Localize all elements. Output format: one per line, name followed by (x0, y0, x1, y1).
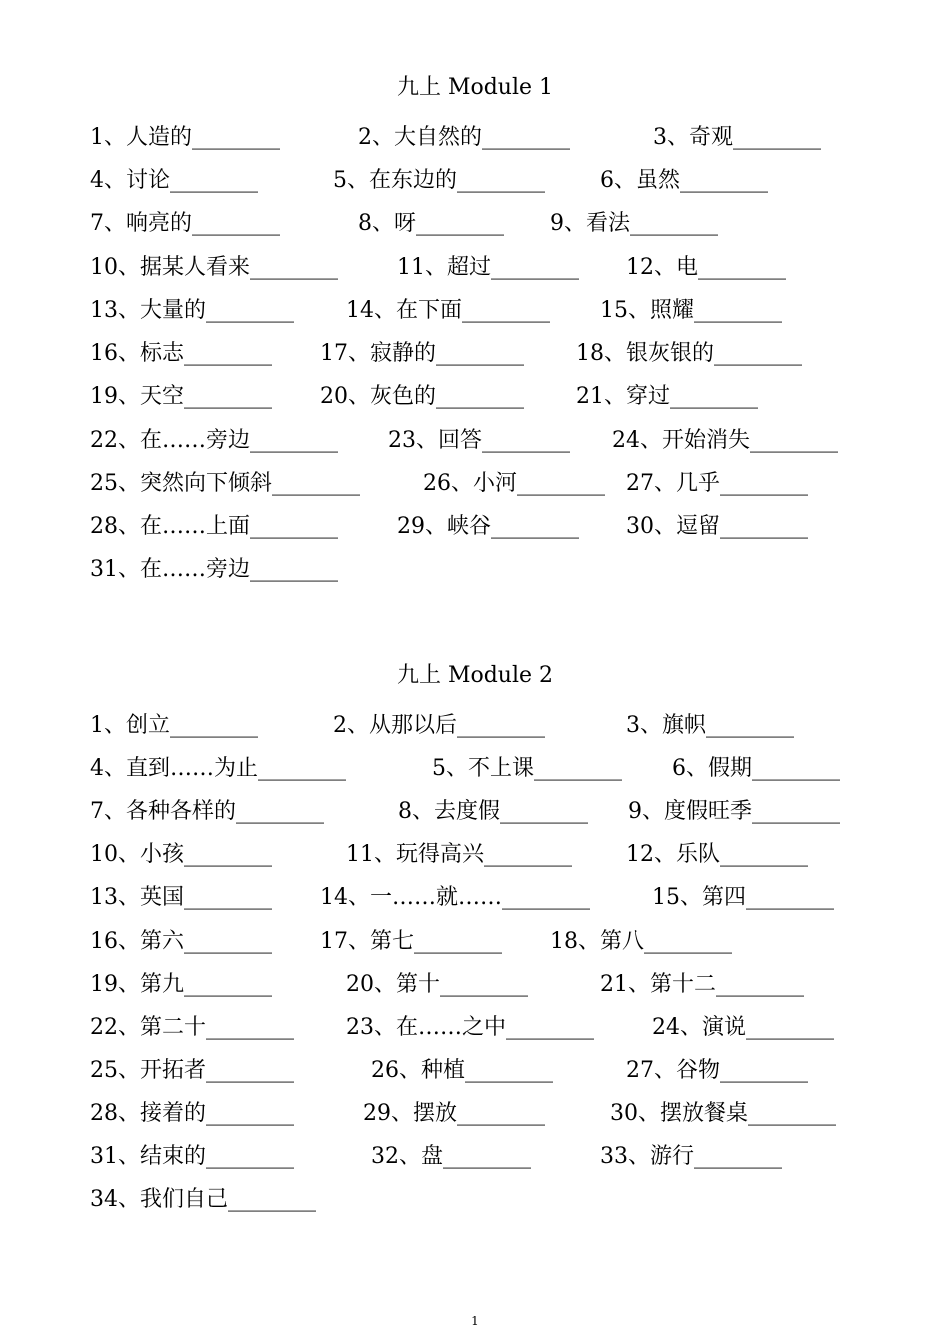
vocab-row (90, 296, 880, 326)
vocab-item: 5、在东边的________ (333, 168, 545, 193)
vocab-row (90, 1056, 880, 1086)
vocab-item: 16、标志________ (90, 341, 272, 366)
vocab-row (90, 797, 880, 827)
vocab-item: 18、第八________ (550, 929, 732, 954)
vocab-item: 24、演说________ (652, 1015, 834, 1040)
vocab-item: 13、大量的________ (90, 298, 294, 323)
vocab-item: 27、谷物________ (626, 1058, 808, 1083)
vocab-item: 10、小孩________ (90, 842, 272, 867)
vocab-item: 13、英国________ (90, 885, 272, 910)
vocab-item: 28、在……上面________ (90, 514, 338, 539)
vocab-item: 29、摆放________ (363, 1101, 545, 1126)
vocab-row (90, 426, 880, 456)
vocab-item: 25、开拓者________ (90, 1058, 294, 1083)
vocab-item: 24、开始消失________ (612, 428, 838, 453)
vocab-item: 3、奇观________ (653, 125, 821, 150)
vocab-row (90, 339, 880, 369)
vocab-item: 14、一……就……________ (320, 885, 590, 910)
vocab-row (90, 840, 880, 870)
vocab-item: 15、照耀________ (600, 298, 782, 323)
vocab-row (90, 883, 880, 913)
vocab-item: 8、呀________ (358, 211, 504, 236)
vocab-item: 4、讨论________ (90, 168, 258, 193)
vocab-item: 26、小河________ (423, 471, 605, 496)
vocab-item: 27、几乎________ (626, 471, 808, 496)
vocab-row (90, 1142, 880, 1172)
vocab-row (90, 555, 880, 585)
vocab-item: 30、摆放餐桌________ (610, 1101, 836, 1126)
vocab-item: 14、在下面________ (346, 298, 550, 323)
vocab-item: 17、第七________ (320, 929, 502, 954)
vocab-item: 10、据某人看来________ (90, 255, 338, 280)
vocab-item: 2、大自然的________ (358, 125, 570, 150)
vocab-item: 22、在……旁边________ (90, 428, 338, 453)
vocab-row (90, 1099, 880, 1129)
vocab-item: 6、假期________ (672, 756, 840, 781)
vocab-item: 9、度假旺季________ (628, 799, 840, 824)
vocab-item: 3、旗帜________ (626, 713, 794, 738)
vocab-item: 1、人造的________ (90, 125, 280, 150)
vocab-item: 12、乐队________ (626, 842, 808, 867)
vocab-row (90, 512, 880, 542)
vocab-item: 7、响亮的________ (90, 211, 280, 236)
vocab-item: 11、玩得高兴________ (346, 842, 572, 867)
vocab-item: 16、第六________ (90, 929, 272, 954)
vocab-item: 34、我们自己________ (90, 1187, 316, 1212)
vocab-item: 7、各种各样的________ (90, 799, 324, 824)
section-title-module-2: 九上 Module 2 (396, 663, 554, 688)
vocab-item: 25、突然向下倾斜________ (90, 471, 360, 496)
vocab-item: 1、创立________ (90, 713, 258, 738)
vocab-row (90, 927, 880, 957)
vocab-item: 26、种植________ (371, 1058, 553, 1083)
vocab-row (90, 469, 880, 499)
vocab-item: 21、穿过________ (576, 384, 758, 409)
vocab-item: 19、第九________ (90, 972, 272, 997)
vocab-item: 5、不上课________ (432, 756, 622, 781)
vocab-item: 29、峡谷________ (397, 514, 579, 539)
vocab-row (90, 1013, 880, 1043)
vocab-row (90, 209, 880, 239)
vocab-item: 18、银灰银的________ (576, 341, 802, 366)
vocab-item: 4、直到……为止________ (90, 756, 346, 781)
vocab-item: 17、寂静的________ (320, 341, 524, 366)
vocab-item: 6、虽然________ (600, 168, 768, 193)
vocab-item: 21、第十二________ (600, 972, 804, 997)
vocab-row (90, 711, 880, 741)
vocab-item: 30、逗留________ (626, 514, 808, 539)
vocab-item: 23、回答________ (388, 428, 570, 453)
vocab-row (90, 166, 880, 196)
vocab-row (90, 253, 880, 283)
vocab-item: 9、看法________ (550, 211, 718, 236)
vocab-item: 31、结束的________ (90, 1144, 294, 1169)
vocab-item: 22、第二十________ (90, 1015, 294, 1040)
vocab-item: 19、天空________ (90, 384, 272, 409)
vocab-row (90, 123, 880, 153)
vocab-item: 28、接着的________ (90, 1101, 294, 1126)
vocab-item: 8、去度假________ (398, 799, 588, 824)
vocab-item: 12、电________ (626, 255, 786, 280)
section-title-module-1: 九上 Module 1 (396, 75, 554, 100)
vocab-item: 20、第十________ (346, 972, 528, 997)
vocab-item: 15、第四________ (652, 885, 834, 910)
vocab-item: 31、在……旁边________ (90, 557, 338, 582)
vocab-item: 20、灰色的________ (320, 384, 524, 409)
vocab-row (90, 970, 880, 1000)
vocab-item: 32、盘________ (371, 1144, 531, 1169)
vocab-row (90, 382, 880, 412)
vocab-row (90, 754, 880, 784)
vocab-item: 23、在……之中________ (346, 1015, 594, 1040)
vocab-item: 33、游行________ (600, 1144, 782, 1169)
vocab-item: 11、超过________ (397, 255, 579, 280)
page-number: 1 (471, 1314, 479, 1328)
vocab-item: 2、从那以后________ (333, 713, 545, 738)
vocab-row (90, 1185, 880, 1215)
